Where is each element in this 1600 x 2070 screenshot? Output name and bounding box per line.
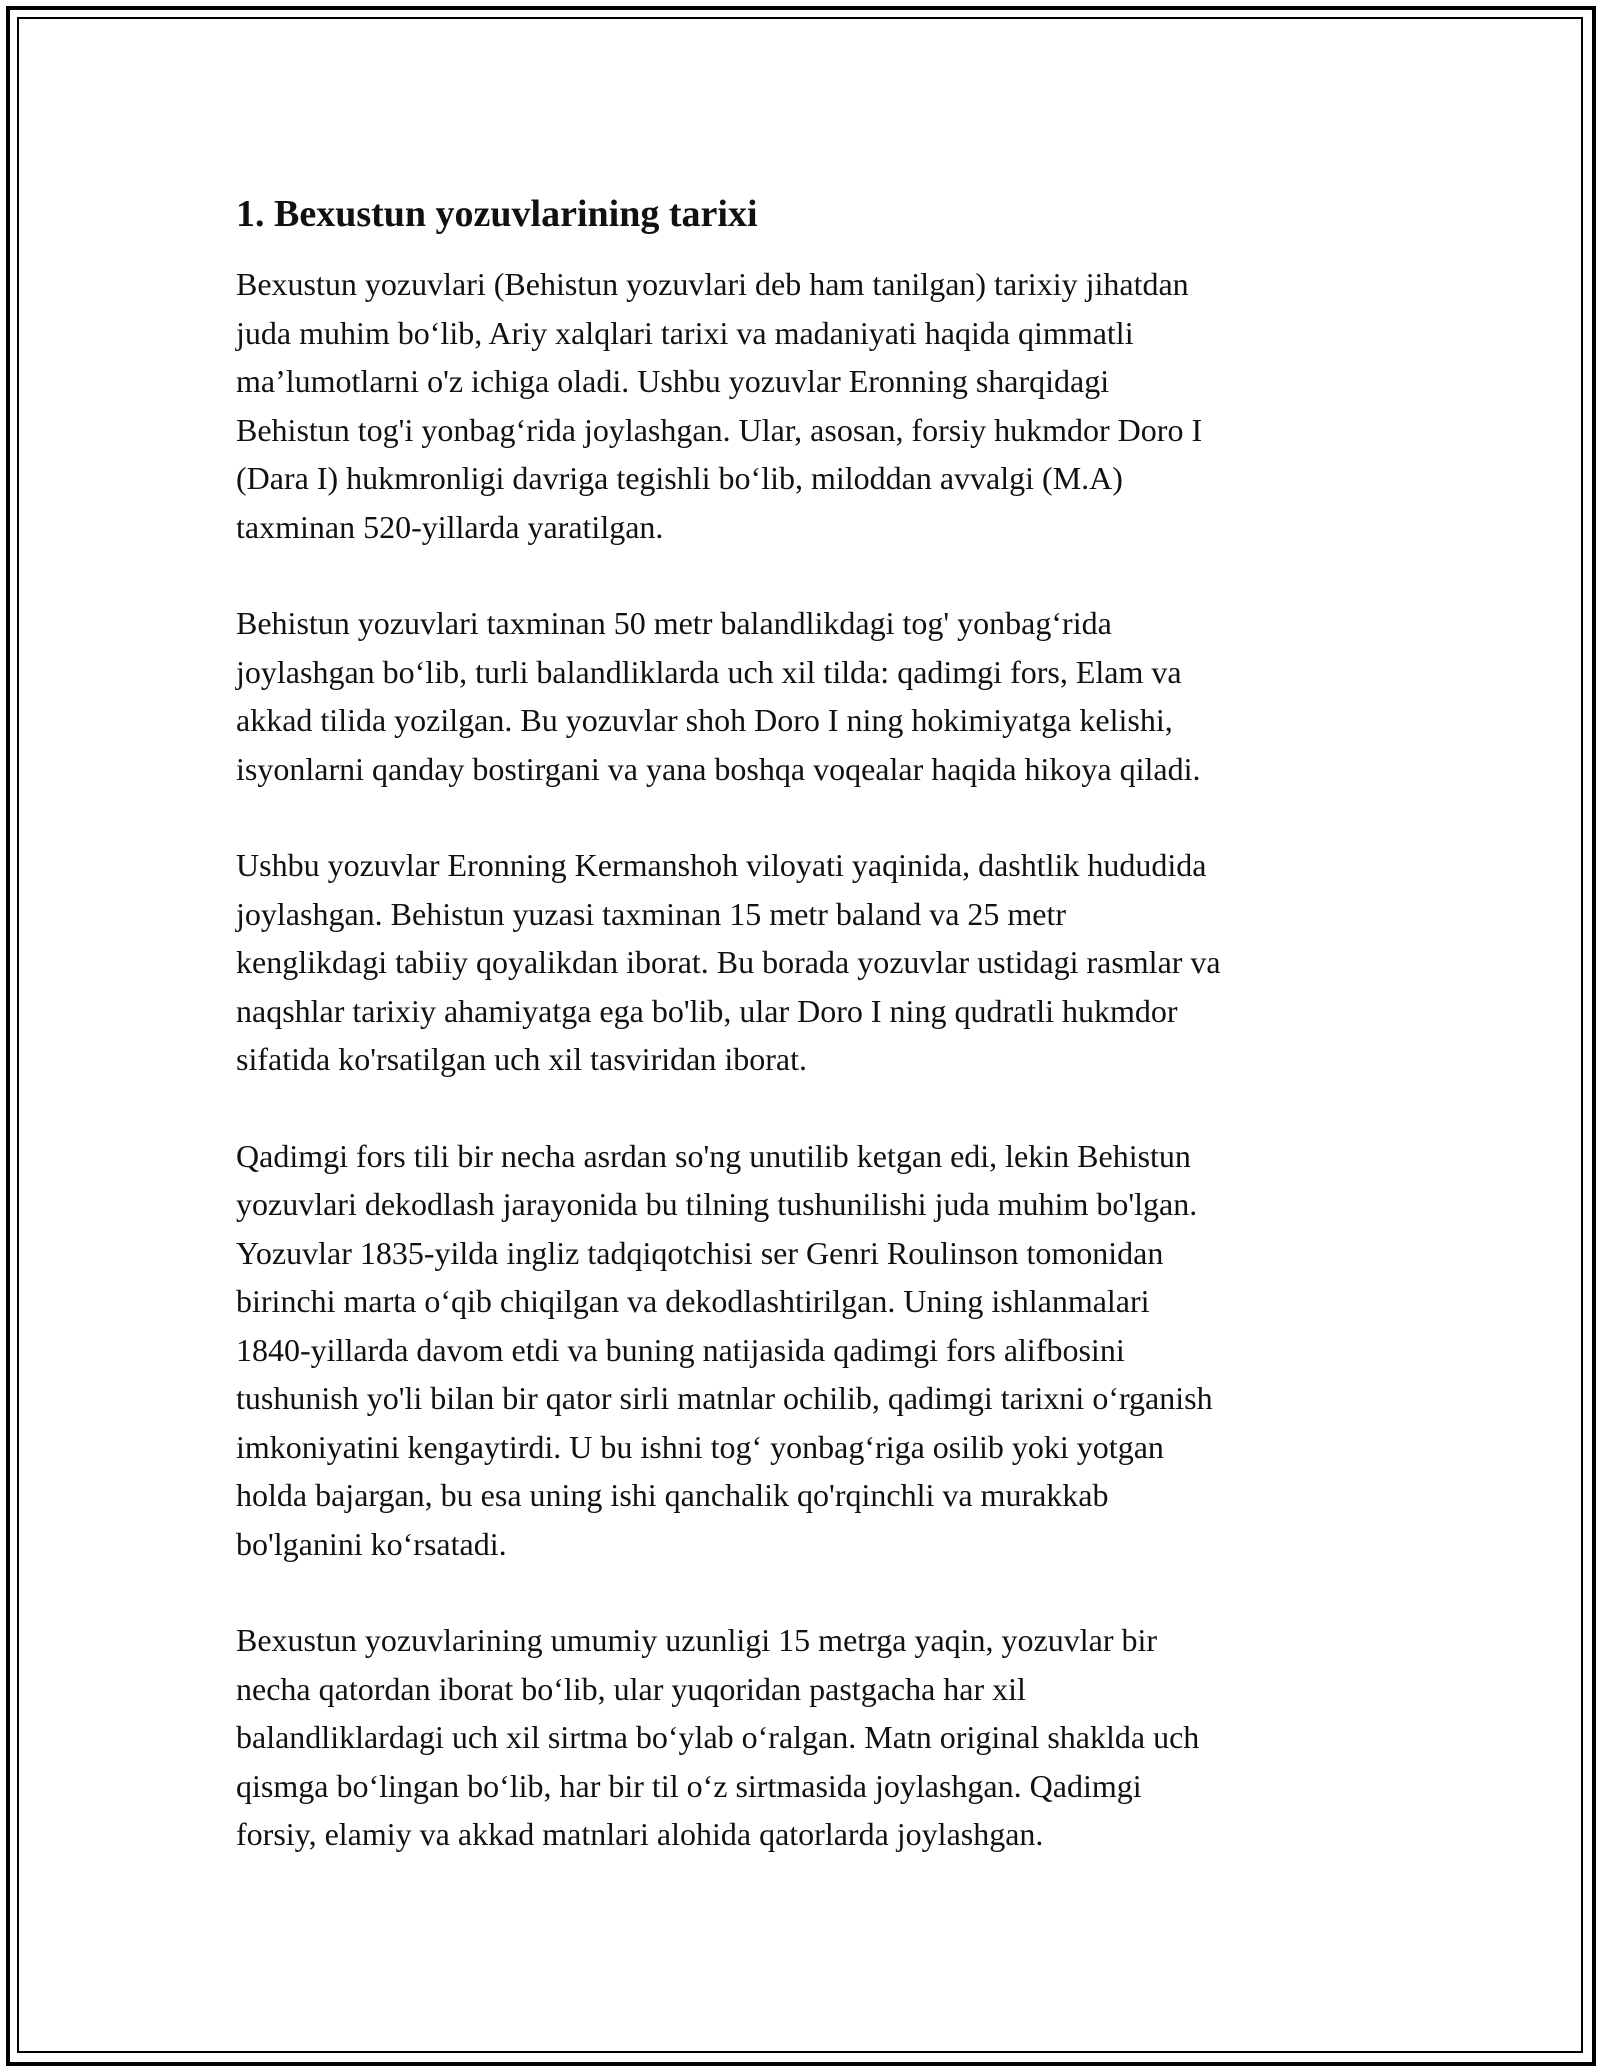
paragraph-structure: Bexustun yozuvlarining umumiy uzunligi 15 metrga yaqin, yozuvlar bir necha qatordan iborat bo‘lib, ular yuqoridan pastgacha har xil balandliklardagi uch xil sirtma bo‘ylab o‘ralgan. Matn original shaklda uch qismga bo‘lingan bo‘lib, har bir til o‘z sirtmasida joylashgan. Qadimgi forsiy, elamiy va akkad matnlari alohida qatorlarda joylashgan. xyxy=(236,1622,1200,1852)
paragraph-decoding: Qadimgi fors tili bir necha asrdan so'ng unutilib ketgan edi, lekin Behistun yozuvlari dekodlash jarayonida bu tilning tushunilishi juda muhim bo'lgan. Yozuvlar 1835-yilda ingliz tadqiqotchisi ser Genri Roulinson tomonidan birinchi marta o‘qib chiqilgan va dekodlashtirilgan. Uning ishlanmalari 1840-yillarda davom etdi va buning natijasida qadimgi fors alifbosini tushunish yo'li bilan bir qator sirli matnlar ochilib, qadimgi tarixni o‘rganish imkoniyatini kengaytirdi. U bu ishni tog‘ yonbag‘riga osilib yoki yotgan holda bajargan, bu esa uning ishi qanchalik qo'rqinchli va murakkab bo'lganini ko‘rsatadi. xyxy=(236,1137,1213,1562)
paragraph-languages: Behistun yozuvlari taxminan 50 metr balandlikdagi tog' yonbag‘rida joylashgan bo‘lib, turli balandliklarda uch xil tilda: qadimgi fors, Elam va akkad tilida yozilgan. Bu yozuvlar shoh Doro I ning hokimiyatga kelishi, isyonlarni qanday bostirgani va yana boshqa voqealar haqida hikoya qiladi. xyxy=(236,605,1201,787)
paragraph-location: Ushbu yozuvlar Eronning Kermanshoh viloyati yaqinida, dashtlik hududida joylashgan. Behistun yuzasi taxminan 15 metr baland va 25 metr kenglikdagi tabiiy qoyalikdan iborat. Bu borada yozuvlar ustidagi rasmlar va naqshlar tarixiy ahamiyatga ega bo'lib, ular Doro I ning qudratli hukmdor sifatida ko'rsatilgan uch xil tasviridan iborat. xyxy=(236,847,1221,1077)
paragraph-history-intro: Bexustun yozuvlari (Behistun yozuvlari deb ham tanilgan) tarixiy jihatdan juda muhim bo‘lib, Ariy xalqlari tarixi va madaniyati haqida qimmatli ma’lumotlarni o'z ichiga oladi. Ushbu yozuvlar Eronning sharqidagi Behistun tog'i yonbag‘rida joylashgan. Ular, asosan, forsiy hukmdor Doro I (Dara I) hukmronligi davriga tegishli bo‘lib, miloddan avvalgi (M.A) taxminan 520-yillarda yaratilgan. xyxy=(236,266,1203,545)
document-body xyxy=(236,188,1376,1859)
section-heading: 1. Bexustun yozuvlarining tarixi xyxy=(236,193,758,235)
